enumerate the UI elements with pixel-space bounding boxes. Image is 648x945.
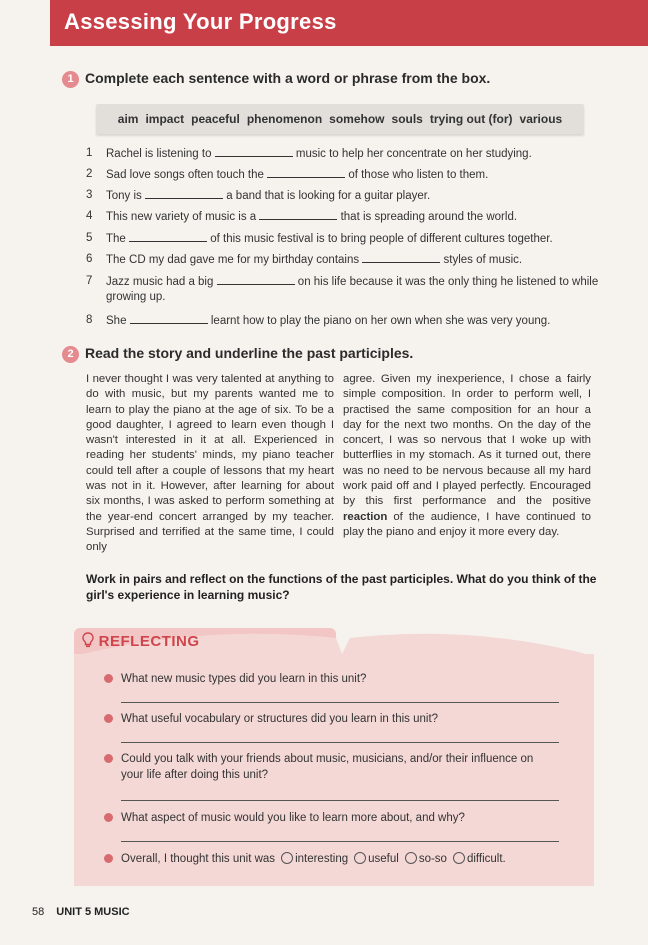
story-text: agree. Given my inexperience, I chose a fairly simple composition. In order to perform well, I practised the same composition for an hour a day for the next two months. On the day of the concert, I was so nervous that I woke up with butterflies in my stomach. As it turned out, there was no need to be nervous because all my hard work paid off and I played perfectly. Encouraged by this first performance and the positive (343, 373, 591, 508)
item-number: 6 (86, 253, 93, 265)
item-text-after: a band that is looking for a guitar player. (226, 190, 431, 202)
item-text-after: of this music festival is to bring people of different cultures together. (210, 233, 553, 245)
bullet-icon (104, 813, 113, 822)
option-circle[interactable] (405, 852, 417, 864)
item-number: 4 (86, 210, 93, 222)
item-text-after: that is spreading around the world. (340, 211, 518, 223)
item-number: 1 (86, 147, 93, 159)
overall-label: Overall, I thought this unit was (121, 853, 276, 865)
item-text-after: music to help her concentrate on her studying. (295, 148, 532, 160)
item-number: 8 (86, 314, 93, 326)
section-1-instruction: Complete each sentence with a word or phrase from the box. (85, 70, 491, 86)
pair-work-task: Work in pairs and reflect on the functions of the past participles. What do you think of the girl's experience in learning music? (86, 572, 597, 602)
item-text-after: on his life because it was the only thing he listened to while growing up. (106, 276, 599, 303)
option-label: so-so (418, 853, 447, 865)
reflecting-title-text: REFLECTING (98, 633, 200, 650)
item-text-before: She (106, 315, 127, 327)
item-text-before: The (106, 233, 126, 245)
lightbulb-icon (82, 632, 94, 648)
word-box-item: trying out (for) (429, 112, 513, 126)
option-circle[interactable] (281, 852, 293, 864)
word-box-item: souls (391, 112, 423, 126)
section-2-heading (62, 345, 413, 363)
item-text-before: The CD my dad gave me for my birthday contains (106, 254, 360, 266)
answer-blank[interactable] (267, 167, 345, 178)
answer-blank[interactable] (129, 231, 207, 242)
page-header (50, 0, 648, 46)
reflection-question-text (121, 851, 551, 867)
word-box-item: various (519, 112, 563, 126)
item-number: 2 (86, 168, 93, 180)
word-box (96, 104, 584, 134)
story-column-right (343, 372, 591, 540)
option-label: interesting (295, 853, 349, 865)
answer-line[interactable] (121, 742, 559, 743)
item-text-after: of those who listen to them. (348, 169, 489, 181)
item-text-after: styles of music. (443, 254, 523, 266)
item-text-after: learnt how to play the piano on her own when she was very young. (210, 315, 551, 327)
word-box-item: somehow (329, 112, 385, 126)
story-text: of the audience, I have continued to play the piano and enjoy it more every day. (343, 510, 591, 538)
option-circle[interactable] (453, 852, 465, 864)
item-number: 5 (86, 232, 93, 244)
item-text-before: Rachel is listening to (106, 148, 212, 160)
item-text-before: Sad love songs often touch the (106, 169, 264, 181)
section-1-heading (62, 70, 490, 88)
option-circle[interactable] (354, 852, 366, 864)
page-number: 58 (32, 906, 45, 918)
section-2-instruction: Read the story and underline the past participles. (85, 345, 414, 361)
bullet-icon (104, 674, 113, 683)
option-label: useful (368, 853, 399, 865)
story-bold-word: reaction (343, 510, 388, 523)
bullet-icon (104, 714, 113, 723)
answer-line[interactable] (121, 702, 559, 703)
item-number: 7 (86, 275, 93, 287)
page-title: Assessing Your Progress (64, 9, 337, 34)
section-number-2: 2 (62, 346, 79, 363)
bullet-icon (104, 754, 113, 763)
answer-blank[interactable] (215, 146, 293, 157)
bullet-icon (104, 854, 113, 863)
option-label: difficult. (466, 853, 506, 865)
item-text-before: This new variety of music is a (106, 211, 257, 223)
reflection-question-text: What aspect of music would you like to learn more about, and why? (121, 812, 465, 824)
word-box-item: phenomenon (246, 112, 323, 126)
answer-blank[interactable] (145, 188, 223, 199)
story-column-left: I never thought I was very talented at anything to do with music, but my parents wanted me to learn to play the piano at the age of six. To be a good daughter, I agreed to learn even though I wasn't interested in it at all. Experienced in reading her students' minds, my piano teacher could tell after a couple of lessons that my heart was not in it. However, after learning for about six months, I was asked to perform something at the year-end concert arranged by my teacher. Surprised and terrified at the same time, I could only (86, 373, 334, 554)
answer-line[interactable] (121, 841, 559, 842)
answer-blank[interactable] (362, 252, 440, 263)
word-box-item: peaceful (191, 112, 240, 126)
reflection-question-text: What new music types did you learn in this unit? (121, 673, 367, 685)
word-box-item: aim (117, 112, 139, 126)
reflection-question-text: Could you talk with your friends about music, musicians, and/or their influence on your life after doing this unit? (121, 753, 534, 781)
unit-label: UNIT 5 MUSIC (56, 906, 130, 918)
answer-blank[interactable] (217, 274, 295, 285)
page-footer (32, 906, 130, 918)
word-box-item: impact (145, 112, 185, 126)
answer-line[interactable] (121, 800, 559, 801)
item-text-before: Tony is (106, 190, 142, 202)
item-text-before: Jazz music had a big (106, 276, 214, 288)
item-number: 3 (86, 189, 93, 201)
answer-blank[interactable] (130, 313, 208, 324)
reflection-question-text: What useful vocabulary or structures did you learn in this unit? (121, 713, 439, 725)
section-number-1: 1 (62, 71, 79, 88)
reflecting-title (82, 632, 200, 650)
answer-blank[interactable] (259, 209, 337, 220)
